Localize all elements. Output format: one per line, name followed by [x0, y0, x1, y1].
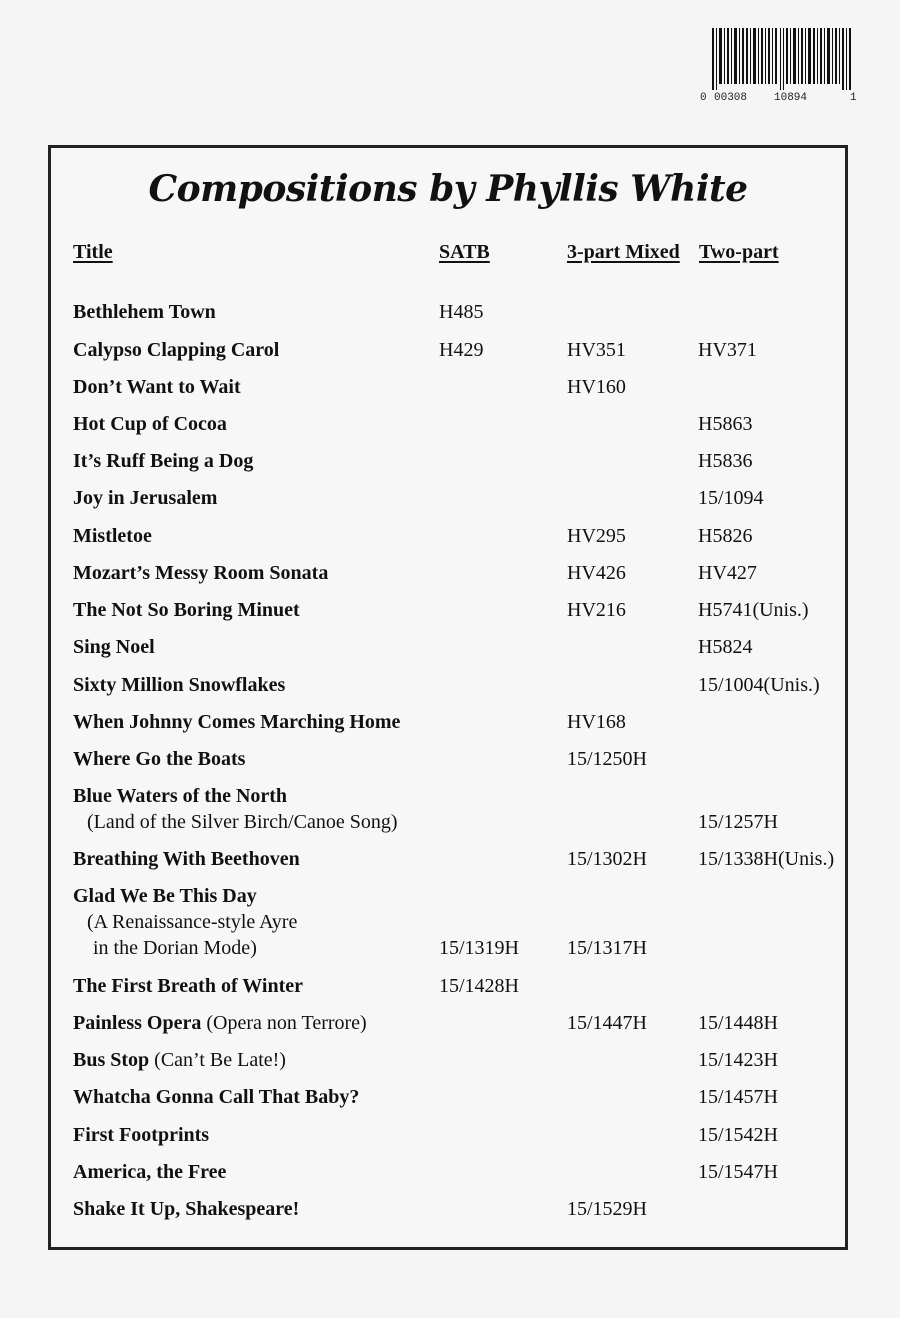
satb-code: H485: [439, 301, 484, 323]
composition-title: [73, 672, 285, 698]
composition-title: [73, 883, 257, 909]
composition-title: [73, 783, 287, 809]
two-part-code: H5826: [698, 525, 753, 547]
composition-title: [73, 374, 241, 400]
two-part-code: HV427: [698, 562, 757, 584]
composition-title: [73, 523, 152, 549]
composition-subtitle: (Can’t Be Late!): [154, 1049, 286, 1071]
composition-title: [73, 1196, 299, 1222]
composition-title-text: Bus Stop: [73, 1049, 150, 1071]
composition-title-text: Mistletoe: [73, 525, 152, 547]
composition-title: [73, 709, 400, 735]
two-part-code: H5741(Unis.): [698, 599, 809, 621]
composition-title: [73, 1084, 359, 1110]
composition-title: [73, 411, 227, 437]
composition-title-text: Sing Noel: [73, 636, 155, 658]
composition-title-text: Calypso Clapping Carol: [73, 339, 280, 361]
two-part-code: 15/1547H: [698, 1161, 778, 1183]
composition-title-text: Mozart’s Messy Room Sonata: [73, 562, 329, 584]
composition-title: [73, 485, 217, 511]
three-part-code: 15/1317H: [567, 937, 647, 959]
two-part-code: H5836: [698, 450, 753, 472]
composition-title-text: The First Breath of Winter: [73, 975, 303, 997]
composition-title-text: Glad We Be This Day: [73, 885, 257, 907]
composition-subtitle: (Land of the Silver Birch/Canoe Song): [87, 811, 398, 833]
composition-title: [73, 448, 253, 474]
page-title: Compositions by Phyllis White: [148, 168, 748, 210]
satb-code: 15/1428H: [439, 975, 519, 997]
two-part-code: H5863: [698, 413, 753, 435]
composition-title-text: Painless Opera: [73, 1012, 202, 1034]
composition-subtitle: (A Renaissance-style Ayre: [87, 911, 298, 933]
three-part-code: 15/1529H: [567, 1198, 647, 1220]
three-part-code: HV426: [567, 562, 626, 584]
composition-title-text: It’s Ruff Being a Dog: [73, 450, 254, 472]
composition-title: [73, 1159, 226, 1185]
composition-title: [73, 1047, 286, 1073]
satb-code: 15/1319H: [439, 937, 519, 959]
composition-subtitle: in the Dorian Mode): [93, 937, 257, 959]
three-part-code: HV160: [567, 376, 626, 398]
barcode-digit-lead: 0: [700, 92, 707, 104]
composition-title-text: Hot Cup of Cocoa: [73, 413, 227, 435]
composition-subtitle: (Opera non Terrore): [206, 1012, 367, 1034]
three-part-code: HV216: [567, 599, 626, 621]
two-part-code: 15/1004(Unis.): [698, 674, 820, 696]
composition-title-text: Blue Waters of the North: [73, 785, 288, 807]
barcode-digits: [700, 92, 860, 106]
three-part-code: HV168: [567, 711, 626, 733]
composition-title: [73, 299, 216, 325]
three-part-code: 15/1302H: [567, 848, 647, 870]
two-part-code: 15/1094: [698, 487, 764, 509]
barcode: [700, 28, 860, 108]
composition-title: [73, 337, 279, 363]
two-part-code: 15/1338H(Unis.): [698, 848, 835, 870]
composition-title-text: Shake It Up, Shakespeare!: [73, 1198, 300, 1220]
satb-code: H429: [439, 339, 484, 361]
compositions-frame: [48, 145, 848, 1250]
composition-title: [73, 1010, 367, 1036]
composition-title: [73, 973, 303, 999]
composition-title: [73, 597, 300, 623]
barcode-bars: [712, 28, 852, 90]
composition-title-text: Sixty Million Snowflakes: [73, 674, 286, 696]
two-part-code: 15/1257H: [698, 811, 778, 833]
two-part-code: 15/1448H: [698, 1012, 778, 1034]
composition-title-text: The Not So Boring Minuet: [73, 599, 300, 621]
two-part-code: H5824: [698, 636, 753, 658]
two-part-code: HV371: [698, 339, 757, 361]
three-part-code: 15/1447H: [567, 1012, 647, 1034]
three-part-code: HV351: [567, 339, 626, 361]
barcode-digit-check: 1: [850, 92, 857, 104]
composition-title-text: When Johnny Comes Marching Home: [73, 711, 401, 733]
two-part-code: 15/1542H: [698, 1124, 778, 1146]
composition-title-text: Joy in Jerusalem: [73, 487, 218, 509]
composition-title-text: Don’t Want to Wait: [73, 376, 241, 398]
two-part-code: 15/1423H: [698, 1049, 778, 1071]
composition-title: [73, 560, 328, 586]
composition-title-text: Bethlehem Town: [73, 301, 216, 323]
composition-title-text: Breathing With Beethoven: [73, 848, 300, 870]
column-header-title: Title: [73, 241, 113, 263]
composition-title: [73, 1122, 209, 1148]
composition-title: [73, 746, 245, 772]
column-header-two-part: Two-part: [699, 241, 779, 263]
composition-title-text: Whatcha Gonna Call That Baby?: [73, 1086, 360, 1108]
column-header-satb: SATB: [439, 241, 490, 263]
barcode-digits-left: 00308: [714, 92, 748, 104]
three-part-code: HV295: [567, 525, 626, 547]
composition-title: [73, 634, 155, 660]
barcode-digits-right: 10894: [774, 92, 808, 104]
composition-title: [73, 846, 300, 872]
three-part-code: 15/1250H: [567, 748, 647, 770]
composition-title-text: Where Go the Boats: [73, 748, 246, 770]
composition-title-text: America, the Free: [73, 1161, 227, 1183]
composition-title-text: First Footprints: [73, 1124, 210, 1146]
two-part-code: 15/1457H: [698, 1086, 778, 1108]
column-header-three-part: 3-part Mixed: [567, 241, 680, 263]
